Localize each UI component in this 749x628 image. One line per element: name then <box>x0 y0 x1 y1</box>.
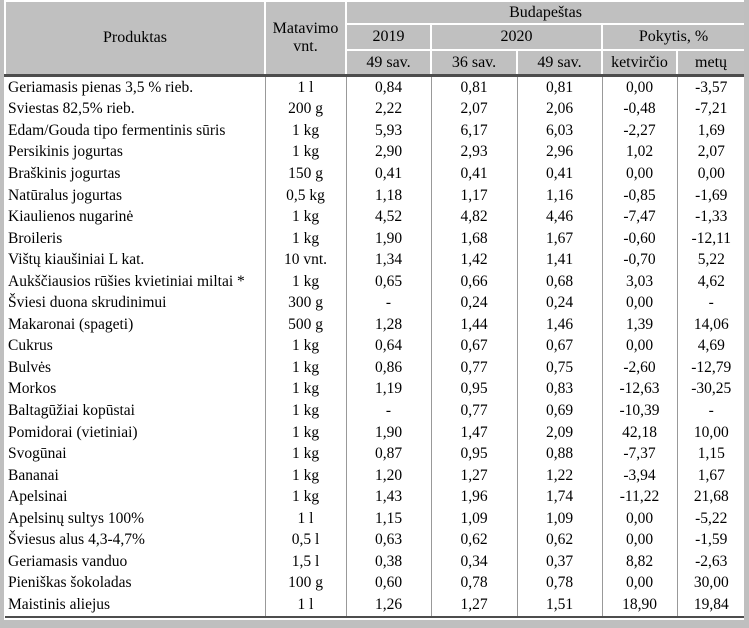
value-cell-2020-49: 0,78 <box>517 573 602 595</box>
value-cell-2019-49: 1,90 <box>346 228 431 250</box>
product-name: Kiaulienos nugarinė <box>8 208 134 226</box>
value-cell-change-year: 21,68 <box>677 486 745 508</box>
value-cell-2020-36: 0,24 <box>431 292 517 314</box>
product-name: Natūralus jogurtas <box>8 186 123 204</box>
unit-cell: 200 g <box>265 99 346 121</box>
table-row <box>5 292 745 314</box>
value-cell-change-quarter: 0,00 <box>602 573 677 595</box>
value-cell-change-quarter: 18,90 <box>602 594 677 617</box>
value-cell-2020-36: 2,07 <box>431 99 517 121</box>
value-cell-change-quarter: 0,00 <box>602 163 677 185</box>
value-cell-2020-36: 1,27 <box>431 594 517 617</box>
value-cell-2019-49: 0,86 <box>346 357 431 379</box>
header-change-year: metų <box>677 50 745 76</box>
value-cell-2020-49: 0,67 <box>517 336 602 358</box>
value-cell-change-year: - <box>677 400 745 422</box>
value-cell-2019-49: 1,15 <box>346 508 431 530</box>
unit-cell: 150 g <box>265 163 346 185</box>
value-cell-change-year: -2,63 <box>677 551 745 573</box>
unit-cell: 1 kg <box>265 486 346 508</box>
table-row <box>5 163 745 185</box>
value-cell-2019-49: 1,20 <box>346 465 431 487</box>
table-row <box>5 142 745 164</box>
value-cell-change-year: 14,06 <box>677 314 745 336</box>
value-cell-change-quarter: 3,03 <box>602 271 677 293</box>
value-cell-change-year: 30,00 <box>677 573 745 595</box>
value-cell-change-year: 2,07 <box>677 142 745 164</box>
value-cell-2020-49: 6,03 <box>517 120 602 142</box>
value-cell-change-year: -12,79 <box>677 357 745 379</box>
product-name: Maistinis aliejus <box>5 594 265 617</box>
value-cell-2020-36: 0,41 <box>431 163 517 185</box>
unit-cell: 1 l <box>265 76 346 99</box>
table-header <box>5 1 745 76</box>
value-cell-change-quarter: -2,60 <box>602 357 677 379</box>
unit-cell: 1 kg <box>265 400 346 422</box>
product-name: Bulvės <box>8 358 52 376</box>
table-row <box>5 400 745 422</box>
value-cell-change-quarter: 0,00 <box>602 508 677 530</box>
value-cell-2020-49: 0,62 <box>517 529 602 551</box>
product-name: Apelsinai <box>8 488 68 506</box>
table-row <box>5 185 745 207</box>
unit-cell: 10 vnt. <box>265 249 346 271</box>
table-row <box>5 206 745 228</box>
table-row <box>5 422 745 444</box>
table-row <box>5 465 745 487</box>
table-row <box>5 443 745 465</box>
table-row <box>5 99 745 121</box>
value-cell-2019-49: - <box>346 400 431 422</box>
unit-cell: 1 l <box>265 508 346 530</box>
value-cell-change-year: -1,59 <box>677 529 745 551</box>
value-cell-2019-49: 5,93 <box>346 120 431 142</box>
value-cell-2019-49: 2,22 <box>346 99 431 121</box>
value-cell-2020-36: 0,62 <box>431 529 517 551</box>
header-week-36-2020: 36 sav. <box>431 50 517 76</box>
value-cell-2020-49: 0,41 <box>517 163 602 185</box>
product-name: Bananai <box>8 466 59 484</box>
value-cell-change-year: -1,33 <box>677 206 745 228</box>
value-cell-2020-36: 0,95 <box>431 379 517 401</box>
unit-cell: 1 kg <box>265 228 346 250</box>
header-city-budapestas: Budapeštas <box>346 1 745 24</box>
product-name: Edam/Gouda tipo fermentinis sūris <box>8 121 226 139</box>
value-cell-change-quarter: 0,00 <box>602 529 677 551</box>
value-cell-2019-49: 1,18 <box>346 185 431 207</box>
product-name: Makaronai (spageti) <box>8 315 134 333</box>
value-cell-change-year: -7,21 <box>677 99 745 121</box>
unit-cell: 1 kg <box>265 465 346 487</box>
value-cell-2019-49: 1,28 <box>346 314 431 336</box>
value-cell-change-quarter: -3,94 <box>602 465 677 487</box>
unit-cell: 1 kg <box>265 142 346 164</box>
value-cell-change-quarter: -0,48 <box>602 99 677 121</box>
value-cell-change-quarter: 0,00 <box>602 76 677 99</box>
value-cell-change-quarter: -0,70 <box>602 249 677 271</box>
value-cell-2020-49: 1,74 <box>517 486 602 508</box>
value-cell-2020-36: 4,82 <box>431 206 517 228</box>
value-cell-change-quarter: 42,18 <box>602 422 677 444</box>
value-cell-2020-49: 1,41 <box>517 249 602 271</box>
value-cell-change-year: -3,57 <box>677 76 745 99</box>
unit-cell: 1 l <box>265 594 346 617</box>
value-cell-2020-49: 0,68 <box>517 271 602 293</box>
product-name: Šviesus alus 4,3-4,7% <box>8 531 145 549</box>
unit-cell: 1 kg <box>265 443 346 465</box>
value-cell-2020-49: 1,09 <box>517 508 602 530</box>
product-name: Pieniškas šokoladas <box>8 574 132 592</box>
table-body <box>5 76 745 617</box>
value-cell-2019-49: 1,34 <box>346 249 431 271</box>
product-name: Geriamasis pienas 3,5 % rieb. <box>8 78 194 96</box>
value-cell-2019-49: 0,60 <box>346 573 431 595</box>
unit-cell: 0,5 kg <box>265 185 346 207</box>
product-name: Pomidorai (vietiniai) <box>8 423 138 441</box>
value-cell-change-year: - <box>677 292 745 314</box>
value-cell-change-year: 4,69 <box>677 336 745 358</box>
value-cell-change-quarter: -11,22 <box>602 486 677 508</box>
header-row-city <box>5 1 745 24</box>
value-cell-2020-49: 1,46 <box>517 314 602 336</box>
value-cell-2020-49: 1,16 <box>517 185 602 207</box>
value-cell-change-quarter: -0,60 <box>602 228 677 250</box>
table-row <box>5 573 745 595</box>
value-cell-2020-36: 1,09 <box>431 508 517 530</box>
header-matavimo-vnt: Matavimo vnt. <box>265 1 346 76</box>
value-cell-2020-36: 0,77 <box>431 400 517 422</box>
table-row <box>5 314 745 336</box>
unit-cell: 1 kg <box>265 206 346 228</box>
value-cell-change-quarter: -7,37 <box>602 443 677 465</box>
value-cell-2020-49: 1,22 <box>517 465 602 487</box>
unit-cell: 1 kg <box>265 379 346 401</box>
value-cell-2020-49: 1,51 <box>517 594 602 617</box>
header-produktas: Produktas <box>5 1 265 76</box>
value-cell-change-year: 1,69 <box>677 120 745 142</box>
value-cell-2019-49: 0,84 <box>346 76 431 99</box>
value-cell-change-quarter: 1,39 <box>602 314 677 336</box>
value-cell-2019-49: 1,19 <box>346 379 431 401</box>
unit-cell: 1 kg <box>265 120 346 142</box>
value-cell-2019-49: 1,26 <box>346 594 431 617</box>
table-row <box>5 486 745 508</box>
table-row <box>5 551 745 573</box>
unit-cell: 300 g <box>265 292 346 314</box>
value-cell-change-year: 0,00 <box>677 163 745 185</box>
unit-cell: 1 kg <box>265 422 346 444</box>
product-name: Braškinis jogurtas <box>8 164 121 182</box>
value-cell-2019-49: 0,41 <box>346 163 431 185</box>
value-cell-2020-36: 1,44 <box>431 314 517 336</box>
header-week-49-2019: 49 sav. <box>346 50 431 76</box>
table-row <box>5 357 745 379</box>
value-cell-change-year: 5,22 <box>677 249 745 271</box>
value-cell-change-year: -30,25 <box>677 379 745 401</box>
product-name: Apelsinų sultys 100% <box>8 509 145 527</box>
value-cell-2020-49: 2,06 <box>517 99 602 121</box>
value-cell-2020-36: 2,93 <box>431 142 517 164</box>
header-pokytis: Pokytis, % <box>602 24 745 50</box>
product-name: Šviesi duona skrudinimui <box>8 294 167 312</box>
value-cell-2019-49: 2,90 <box>346 142 431 164</box>
unit-cell: 1 kg <box>265 271 346 293</box>
table-row <box>5 76 745 99</box>
value-cell-change-quarter: -10,39 <box>602 400 677 422</box>
value-cell-2020-36: 0,67 <box>431 336 517 358</box>
value-cell-2020-49: 0,81 <box>517 76 602 99</box>
value-cell-change-quarter: -7,47 <box>602 206 677 228</box>
header-year-2020: 2020 <box>431 24 602 50</box>
value-cell-2020-36: 0,81 <box>431 76 517 99</box>
value-cell-2020-36: 1,68 <box>431 228 517 250</box>
value-cell-2020-49: 0,24 <box>517 292 602 314</box>
table-row <box>5 379 745 401</box>
value-cell-2020-49: 0,88 <box>517 443 602 465</box>
value-cell-change-year: 19,84 <box>677 594 745 617</box>
value-cell-2020-36: 1,96 <box>431 486 517 508</box>
value-cell-2019-49: 0,64 <box>346 336 431 358</box>
value-cell-2019-49: 0,63 <box>346 529 431 551</box>
value-cell-change-year: -1,69 <box>677 185 745 207</box>
value-cell-2019-49: 0,38 <box>346 551 431 573</box>
header-year-2019: 2019 <box>346 24 431 50</box>
value-cell-2020-36: 0,95 <box>431 443 517 465</box>
value-cell-2020-49: 0,69 <box>517 400 602 422</box>
product-name: Morkos <box>8 380 57 398</box>
value-cell-2020-36: 0,34 <box>431 551 517 573</box>
value-cell-change-quarter: 0,00 <box>602 336 677 358</box>
product-name: Baltagūžiai kopūstai <box>8 401 135 419</box>
table-row <box>5 120 745 142</box>
table-row <box>5 529 745 551</box>
value-cell-change-quarter: 0,00 <box>602 292 677 314</box>
value-cell-change-year: 4,62 <box>677 271 745 293</box>
value-cell-2020-36: 0,77 <box>431 357 517 379</box>
value-cell-change-quarter: -0,85 <box>602 185 677 207</box>
product-name: Broileris <box>8 229 63 247</box>
value-cell-change-year: 1,67 <box>677 465 745 487</box>
product-name: Svogūnai <box>8 445 67 463</box>
price-table <box>4 0 746 618</box>
value-cell-2020-49: 0,75 <box>517 357 602 379</box>
value-cell-change-year: -12,11 <box>677 228 745 250</box>
unit-cell: 0,5 l <box>265 529 346 551</box>
value-cell-2020-49: 1,67 <box>517 228 602 250</box>
value-cell-2020-49: 4,46 <box>517 206 602 228</box>
table-row <box>5 249 745 271</box>
value-cell-change-quarter: 8,82 <box>602 551 677 573</box>
table-row <box>5 228 745 250</box>
value-cell-2019-49: 4,52 <box>346 206 431 228</box>
table-row <box>5 508 745 530</box>
value-cell-change-year: -5,22 <box>677 508 745 530</box>
value-cell-2020-49: 2,09 <box>517 422 602 444</box>
header-week-49-2020: 49 sav. <box>517 50 602 76</box>
unit-cell: 1 kg <box>265 357 346 379</box>
product-name: Geriamasis vanduo <box>8 552 128 570</box>
value-cell-change-quarter: 1,02 <box>602 142 677 164</box>
header-change-quarter: ketvirčio <box>602 50 677 76</box>
unit-cell: 500 g <box>265 314 346 336</box>
table-row <box>5 271 745 293</box>
value-cell-2019-49: 1,43 <box>346 486 431 508</box>
unit-cell: 100 g <box>265 573 346 595</box>
value-cell-2020-49: 2,96 <box>517 142 602 164</box>
table-row <box>5 594 745 617</box>
value-cell-change-year: 10,00 <box>677 422 745 444</box>
unit-cell: 1 kg <box>265 336 346 358</box>
value-cell-change-year: 1,15 <box>677 443 745 465</box>
value-cell-2020-36: 0,66 <box>431 271 517 293</box>
value-cell-2019-49: 1,90 <box>346 422 431 444</box>
value-cell-2020-49: 0,83 <box>517 379 602 401</box>
value-cell-change-quarter: -12,63 <box>602 379 677 401</box>
unit-cell: 1,5 l <box>265 551 346 573</box>
value-cell-2020-36: 0,78 <box>431 573 517 595</box>
value-cell-2019-49: 0,65 <box>346 271 431 293</box>
value-cell-2019-49: - <box>346 292 431 314</box>
value-cell-change-quarter: -2,27 <box>602 120 677 142</box>
value-cell-2020-49: 0,37 <box>517 551 602 573</box>
product-name: Cukrus <box>8 337 53 355</box>
value-cell-2019-49: 0,87 <box>346 443 431 465</box>
value-cell-2020-36: 1,27 <box>431 465 517 487</box>
value-cell-2020-36: 6,17 <box>431 120 517 142</box>
value-cell-2020-36: 1,17 <box>431 185 517 207</box>
value-cell-2020-36: 1,47 <box>431 422 517 444</box>
value-cell-2020-36: 1,42 <box>431 249 517 271</box>
product-name: Aukščiausios rūšies kvietiniai miltai * <box>8 272 245 290</box>
product-name: Vištų kiaušiniai L kat. <box>8 251 145 269</box>
product-name: Persikinis jogurtas <box>8 143 123 161</box>
product-name: Sviestas 82,5% rieb. <box>8 100 135 118</box>
table-row <box>5 336 745 358</box>
